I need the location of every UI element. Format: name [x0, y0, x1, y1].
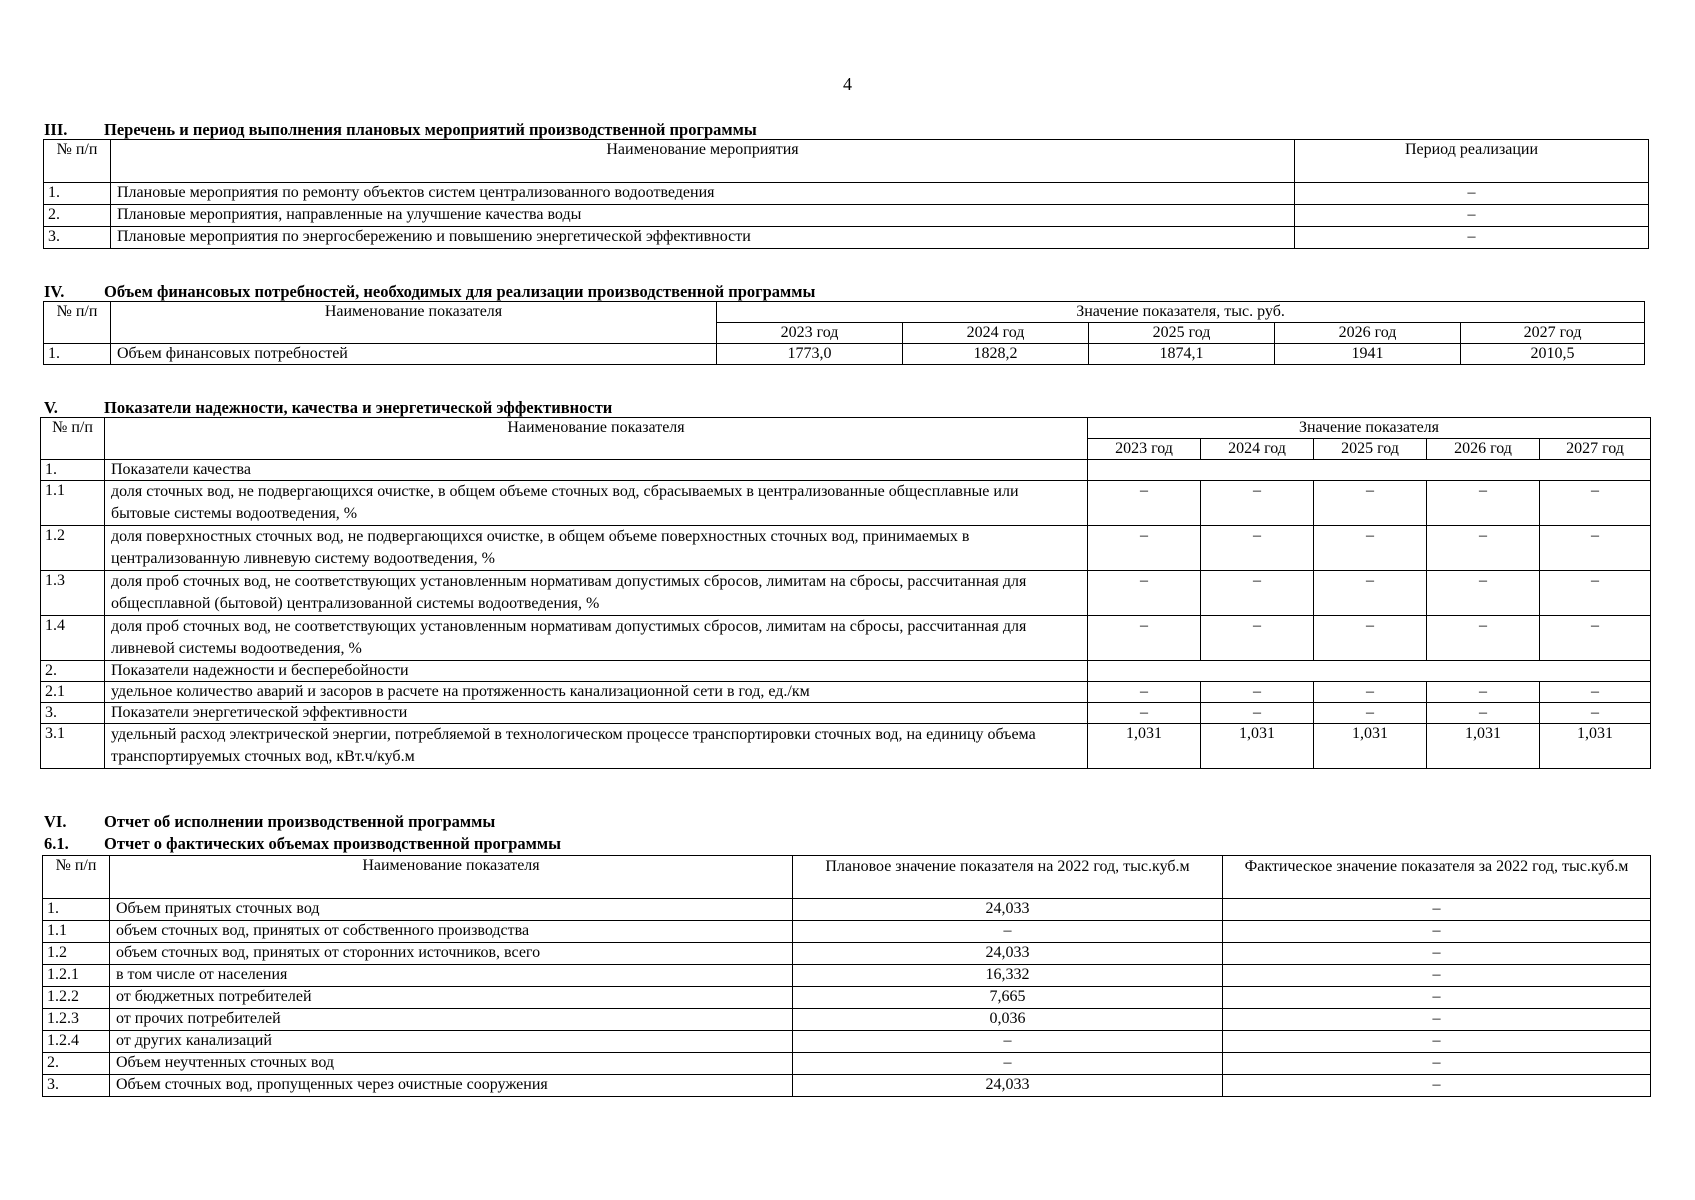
row-value: – — [1540, 616, 1651, 661]
row-value: – — [1427, 616, 1540, 661]
row-name: Показатели надежности и бесперебойности — [105, 661, 1088, 682]
row-empty — [1088, 661, 1651, 682]
section-4-number: IV. — [44, 282, 65, 301]
row-period: – — [1295, 205, 1649, 227]
row-value: – — [1427, 682, 1540, 703]
row-fact: – — [1223, 987, 1651, 1009]
header-number: № п/п — [44, 140, 111, 183]
row-value: 2010,5 — [1461, 344, 1645, 365]
row-value: – — [1088, 481, 1201, 526]
row-name: Плановые мероприятия по энергосбережению и повышению энергетической эффективности — [111, 227, 1295, 249]
row-plan: – — [793, 1053, 1223, 1075]
row-value: 1773,0 — [717, 344, 903, 365]
row-plan: 24,033 — [793, 1075, 1223, 1097]
row-name: Объем принятых сточных вод — [110, 899, 793, 921]
row-value: 1,031 — [1201, 724, 1314, 769]
row-value: – — [1427, 703, 1540, 724]
header-value: Значение показателя — [1088, 418, 1651, 439]
header-year-2024: 2024 год — [1201, 439, 1314, 460]
row-number: 3. — [41, 703, 105, 724]
header-year-2023: 2023 год — [717, 323, 903, 344]
row-plan: 24,033 — [793, 943, 1223, 965]
row-fact: – — [1223, 921, 1651, 943]
header-year-2026: 2026 год — [1427, 439, 1540, 460]
table-row — [43, 1009, 1651, 1031]
row-value: – — [1314, 616, 1427, 661]
row-number: 3. — [43, 1075, 110, 1097]
row-value: – — [1540, 571, 1651, 616]
header-name: Наименование показателя — [105, 418, 1088, 460]
section-3-title — [44, 120, 757, 140]
section-6-1-title — [44, 834, 561, 854]
table-row — [44, 205, 1649, 227]
row-number: 1.2.2 — [43, 987, 110, 1009]
row-name: доля сточных вод, не подвергающихся очистке, в общем объеме сточных вод, сбрасываемых в централизованные общесплавные или бытовые системы водоотведения, % — [105, 481, 1088, 526]
row-value: – — [1540, 481, 1651, 526]
table-group-row — [41, 460, 1651, 481]
row-name: Плановые мероприятия, направленные на улучшение качества воды — [111, 205, 1295, 227]
header-name: Наименование мероприятия — [111, 140, 1295, 183]
row-name: доля поверхностных сточных вод, не подвергающихся очистке, в общем объеме поверхностных сточных вод, принимаемых в централизованную ливневую систему водоотведения, % — [105, 526, 1088, 571]
row-value: – — [1540, 682, 1651, 703]
section-4-title — [44, 282, 815, 302]
header-fact: Фактическое значение показателя за 2022 год, тыс.куб.м — [1223, 856, 1651, 899]
header-year-2025: 2025 год — [1314, 439, 1427, 460]
row-name: Плановые мероприятия по ремонту объектов систем централизованного водоотведения — [111, 183, 1295, 205]
row-value: – — [1201, 481, 1314, 526]
section-6-table — [42, 855, 1651, 1097]
row-number: 2. — [44, 205, 111, 227]
header-year-2025: 2025 год — [1089, 323, 1275, 344]
row-number: 1.2 — [41, 526, 105, 571]
row-number: 2. — [43, 1053, 110, 1075]
row-name: Объем финансовых потребностей — [111, 344, 717, 365]
row-value: – — [1088, 682, 1201, 703]
row-number: 1.2.4 — [43, 1031, 110, 1053]
row-number: 1. — [44, 183, 111, 205]
row-empty — [1088, 460, 1651, 481]
row-name: Показатели энергетической эффективности — [105, 703, 1088, 724]
row-period: – — [1295, 183, 1649, 205]
header-number: № п/п — [41, 418, 105, 460]
row-plan: 0,036 — [793, 1009, 1223, 1031]
row-name: от бюджетных потребителей — [110, 987, 793, 1009]
row-number: 3. — [44, 227, 111, 249]
table-group-row — [41, 661, 1651, 682]
table-header-row — [44, 140, 1649, 183]
table-header-row — [44, 302, 1645, 323]
row-value: – — [1201, 682, 1314, 703]
table-row — [44, 183, 1649, 205]
row-value: – — [1201, 703, 1314, 724]
table-row — [41, 682, 1651, 703]
row-value: – — [1427, 526, 1540, 571]
row-fact: – — [1223, 943, 1651, 965]
table-row — [41, 724, 1651, 769]
row-period: – — [1295, 227, 1649, 249]
row-value: – — [1088, 571, 1201, 616]
row-value: 1874,1 — [1089, 344, 1275, 365]
row-name: удельный расход электрической энергии, потребляемой в технологическом процессе транспортировки сточных вод, на единицу объема транспортируемых сточных вод, кВт.ч/куб.м — [105, 724, 1088, 769]
section-4-table — [43, 301, 1645, 365]
row-fact: – — [1223, 1031, 1651, 1053]
section-5-number: V. — [44, 398, 58, 417]
row-value: – — [1201, 616, 1314, 661]
header-value: Значение показателя, тыс. руб. — [717, 302, 1645, 323]
header-name: Наименование показателя — [111, 302, 717, 344]
row-name: в том числе от населения — [110, 965, 793, 987]
row-name: Объем сточных вод, пропущенных через очистные сооружения — [110, 1075, 793, 1097]
row-name: доля проб сточных вод, не соответствующих установленным нормативам допустимых сбросов, лимитам на сбросы, рассчитанная для ливневой системы водоотведения, % — [105, 616, 1088, 661]
row-value: 1,031 — [1088, 724, 1201, 769]
row-value: – — [1201, 526, 1314, 571]
header-year-2027: 2027 год — [1461, 323, 1645, 344]
row-plan: 24,033 — [793, 899, 1223, 921]
row-number: 1.1 — [41, 481, 105, 526]
row-name: удельное количество аварий и засоров в расчете на протяженность канализационной сети в год, ед./км — [105, 682, 1088, 703]
header-plan: Плановое значение показателя на 2022 год, тыс.куб.м — [793, 856, 1223, 899]
row-number: 1.2.1 — [43, 965, 110, 987]
table-row — [41, 526, 1651, 571]
row-name: объем сточных вод, принятых от сторонних источников, всего — [110, 943, 793, 965]
row-value: 1,031 — [1427, 724, 1540, 769]
row-number: 2. — [41, 661, 105, 682]
section-6-heading: Отчет об исполнении производственной программы — [104, 812, 496, 831]
table-row — [43, 965, 1651, 987]
row-number: 2.1 — [41, 682, 105, 703]
table-row — [43, 921, 1651, 943]
section-5-title — [44, 398, 612, 418]
table-row — [41, 571, 1651, 616]
section-3-number: III. — [44, 120, 68, 139]
row-fact: – — [1223, 1053, 1651, 1075]
row-number: 1.3 — [41, 571, 105, 616]
row-name: от прочих потребителей — [110, 1009, 793, 1031]
table-row — [43, 943, 1651, 965]
header-name: Наименование показателя — [110, 856, 793, 899]
row-value: 1,031 — [1314, 724, 1427, 769]
section-5-heading: Показатели надежности, качества и энергетической эффективности — [104, 398, 613, 417]
section-3-table — [43, 139, 1649, 249]
row-value: – — [1540, 526, 1651, 571]
header-year-2027: 2027 год — [1540, 439, 1651, 460]
header-year-2026: 2026 год — [1275, 323, 1461, 344]
table-row — [43, 987, 1651, 1009]
row-number: 1.2.3 — [43, 1009, 110, 1031]
row-name: доля проб сточных вод, не соответствующих установленным нормативам допустимых сбросов, лимитам на сбросы, рассчитанная для общесплавной (бытовой) централизованной системы водоотведения, % — [105, 571, 1088, 616]
row-value: 1,031 — [1540, 724, 1651, 769]
section-5-table — [40, 417, 1651, 769]
row-value: – — [1314, 682, 1427, 703]
header-year-2024: 2024 год — [903, 323, 1089, 344]
row-value: – — [1314, 703, 1427, 724]
section-3-heading: Перечень и период выполнения плановых мероприятий производственной программы — [104, 120, 757, 139]
section-4-heading: Объем финансовых потребностей, необходимых для реализации производственной программы — [104, 282, 816, 301]
header-number: № п/п — [43, 856, 110, 899]
header-year-2023: 2023 год — [1088, 439, 1201, 460]
row-plan: – — [793, 921, 1223, 943]
table-header-row — [41, 418, 1651, 439]
row-number: 1. — [43, 899, 110, 921]
row-number: 1.2 — [43, 943, 110, 965]
row-number: 3.1 — [41, 724, 105, 769]
row-value: – — [1314, 481, 1427, 526]
header-period: Период реализации — [1295, 140, 1649, 183]
row-fact: – — [1223, 1009, 1651, 1031]
header-number: № п/п — [44, 302, 111, 344]
table-row — [43, 1053, 1651, 1075]
section-6-number: VI. — [44, 812, 67, 831]
table-row — [43, 899, 1651, 921]
table-row — [44, 344, 1645, 365]
table-row — [43, 1031, 1651, 1053]
section-6-title — [44, 812, 495, 832]
row-name: от других канализаций — [110, 1031, 793, 1053]
row-fact: – — [1223, 965, 1651, 987]
row-plan: 7,665 — [793, 987, 1223, 1009]
row-number: 1. — [44, 344, 111, 365]
row-number: 1.1 — [43, 921, 110, 943]
row-value: – — [1540, 703, 1651, 724]
table-row — [43, 1075, 1651, 1097]
row-value: – — [1314, 571, 1427, 616]
row-value: – — [1088, 526, 1201, 571]
row-fact: – — [1223, 899, 1651, 921]
table-header-row — [43, 856, 1651, 899]
row-number: 1.4 — [41, 616, 105, 661]
row-plan: 16,332 — [793, 965, 1223, 987]
row-value: 1941 — [1275, 344, 1461, 365]
section-6-1-heading: Отчет о фактических объемах производственной программы — [104, 834, 562, 853]
row-name: Объем неучтенных сточных вод — [110, 1053, 793, 1075]
row-plan: – — [793, 1031, 1223, 1053]
row-value: – — [1427, 481, 1540, 526]
table-row — [44, 227, 1649, 249]
row-fact: – — [1223, 1075, 1651, 1097]
row-name: Показатели качества — [105, 460, 1088, 481]
row-value: – — [1314, 526, 1427, 571]
page-number: 4 — [843, 74, 852, 94]
row-number: 1. — [41, 460, 105, 481]
row-value: – — [1088, 703, 1201, 724]
row-value: – — [1088, 616, 1201, 661]
table-row — [41, 703, 1651, 724]
row-value: – — [1201, 571, 1314, 616]
section-6-1-number: 6.1. — [44, 834, 69, 853]
table-row — [41, 481, 1651, 526]
row-value: 1828,2 — [903, 344, 1089, 365]
table-row — [41, 616, 1651, 661]
row-name: объем сточных вод, принятых от собственного производства — [110, 921, 793, 943]
row-value: – — [1427, 571, 1540, 616]
